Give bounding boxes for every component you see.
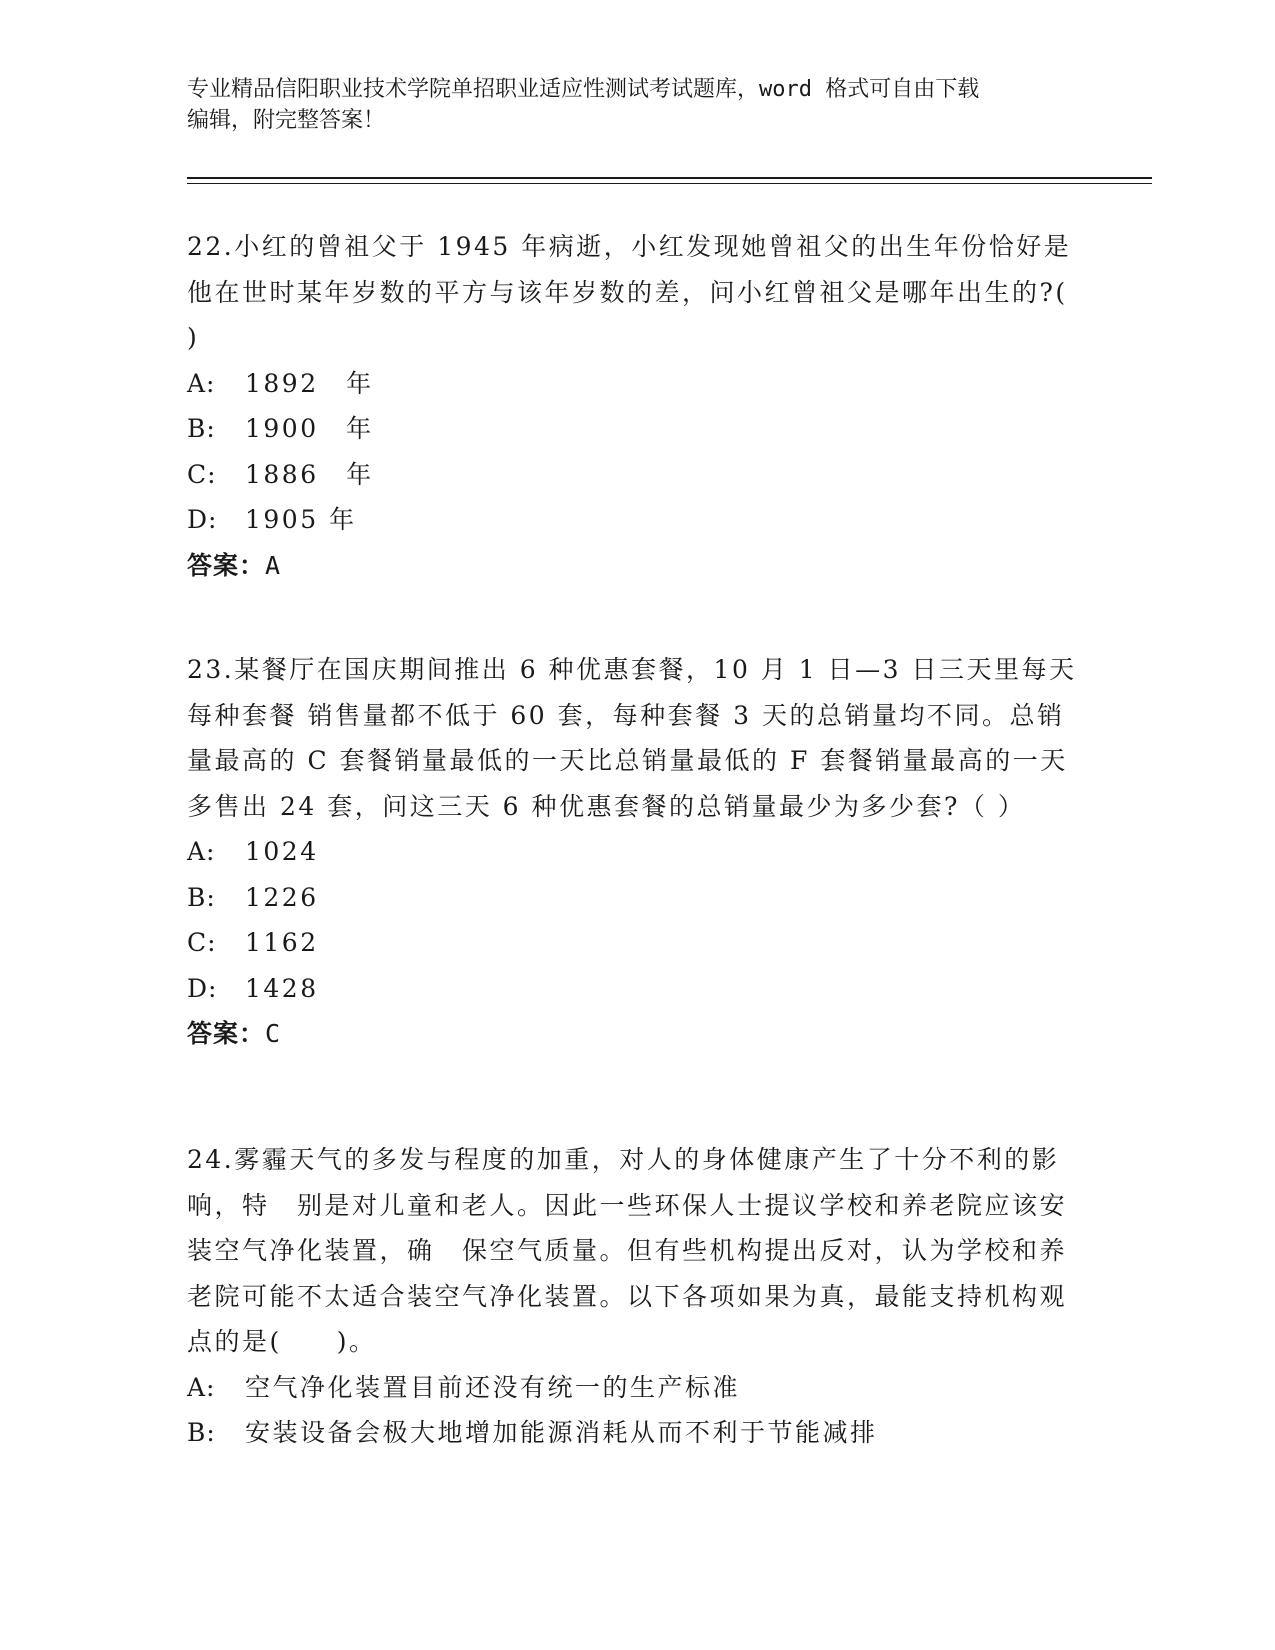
option-d: [187, 966, 1087, 1012]
option-text: 1892 年: [245, 368, 374, 398]
option-b: [187, 406, 1087, 452]
header-divider: [187, 177, 1152, 179]
option-key: B:: [187, 1418, 216, 1447]
option-key: A:: [187, 1372, 216, 1402]
header-line-1: 专业精品信阳职业技术学院单招职业适应性测试考试题库，word 格式可自由下载: [187, 77, 980, 102]
option-key: B:: [187, 414, 216, 443]
document-header: [187, 74, 1087, 136]
question-stem: 22.小红的曾祖父于 1945 年病逝，小红发现她曾祖父的出生年份恰好是他在世时某年岁数的平方与该年岁数的差，问小红曾祖父是哪年出生的?( ): [187, 232, 1123, 352]
option-text: 安装设备会极大地增加能源消耗从而不利于节能减排: [245, 1418, 878, 1447]
header-line-2: 编辑，附完整答案！: [187, 108, 386, 133]
option-b: [187, 875, 1087, 921]
option-d: [187, 497, 1087, 543]
option-key: D:: [187, 973, 218, 1003]
option-text: 1905 年: [245, 505, 357, 534]
option-c: [187, 920, 1087, 966]
option-text: 1428: [245, 973, 319, 1003]
option-text: 1900 年: [245, 414, 374, 443]
question-stem: 23.某餐厅在国庆期间推出 6 种优惠套餐，10 月 1 日—3 日三天里每天每种套餐 销售量都不低于 60 套，每种套餐 3 天的总销量均不同。总销量最高的 C 套餐销量最低的一天比总销量最低的 F 套餐销量最高的一天多售出 24 套，问这三天 6 种优惠套餐的总销量最少为多少套?（ ）: [187, 655, 1077, 821]
header-divider-thin: [187, 183, 1152, 184]
option-key: B:: [187, 882, 216, 912]
option-b: [187, 1410, 1087, 1456]
answer-value: A: [265, 550, 282, 580]
option-c: [187, 452, 1087, 498]
option-text: 1226: [245, 882, 319, 912]
question-stem: 24.雾霾天气的多发与程度的加重，对人的身体健康产生了十分不利的影响，特 别是对儿童和老人。因此一些环保人士提议学校和养老院应该安装空气净化装置，确 保空气质量。但有些机构提出反对，认为学校和养老院可能不太适合装空气净化装置。以下各项如果为真，最能支持机构观点的是( )。: [187, 1145, 1068, 1356]
option-text: 空气净化装置目前还没有统一的生产标准: [245, 1372, 741, 1402]
option-a: [187, 829, 1087, 875]
question-24: [187, 1137, 1087, 1456]
option-a: [187, 1365, 1087, 1411]
question-22: [187, 224, 1123, 588]
option-text: 1162: [245, 928, 319, 957]
question-23: [187, 647, 1087, 1057]
answer-value: C: [265, 1019, 282, 1048]
answer-label: 答案：: [187, 550, 266, 580]
option-key: C:: [187, 928, 217, 957]
option-text: 1024: [245, 837, 319, 866]
option-key: A:: [187, 368, 216, 398]
answer-line: [187, 1011, 1087, 1057]
option-a: [187, 361, 1087, 407]
option-key: A:: [187, 837, 216, 866]
answer-line: [187, 543, 1087, 589]
option-key: C:: [187, 459, 217, 489]
option-key: D:: [187, 505, 218, 534]
option-text: 1886 年: [245, 459, 374, 489]
answer-label: 答案：: [187, 1019, 266, 1048]
